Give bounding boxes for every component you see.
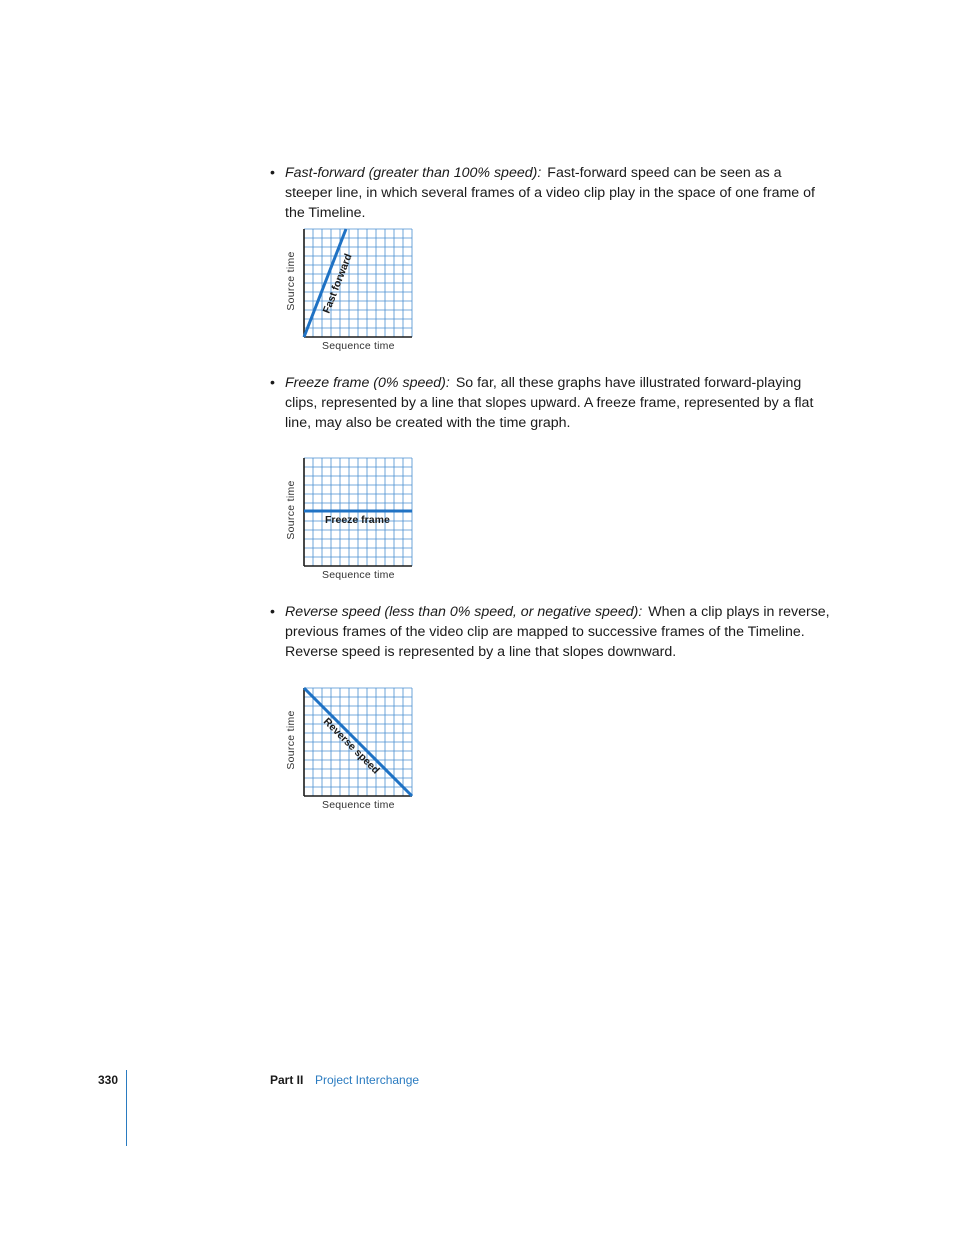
bullet-lead: Reverse speed (less than 0% speed, or negative speed): bbox=[285, 604, 643, 620]
bullet-freeze-frame bbox=[270, 373, 830, 434]
graph-ylabel: Source time bbox=[285, 710, 297, 770]
fast-forward-line-label: Fast forward bbox=[320, 252, 355, 316]
bullet-reverse-speed bbox=[270, 602, 830, 663]
bullet-body: Fast-forward speed can be seen as a steeper line, in which several frames of a video clip play in the space of one frame of the Timeline. bbox=[285, 165, 815, 222]
bullet-marker: • bbox=[270, 604, 275, 620]
graph-xlabel: Sequence time bbox=[322, 340, 395, 352]
graph-xlabel: Sequence time bbox=[322, 799, 395, 811]
bullet-marker: • bbox=[270, 375, 275, 391]
bullet-body: When a clip plays in reverse, previous frames of the video clip are mapped to successive frames of the Timeline. Reverse speed is represented by a line that slopes downward. bbox=[285, 604, 830, 661]
graph-freeze-frame bbox=[282, 456, 422, 586]
graph-reverse-speed bbox=[282, 686, 422, 816]
reverse-speed-line-label: Reverse speed bbox=[320, 715, 382, 777]
bullet-marker: • bbox=[270, 165, 275, 181]
graph-ylabel: Source time bbox=[285, 251, 297, 311]
bullet-lead: Freeze frame (0% speed): bbox=[285, 375, 450, 391]
page-number: 330 bbox=[98, 1073, 119, 1087]
graph-ylabel: Source time bbox=[285, 480, 297, 540]
graph-reverse-speed-svg bbox=[282, 686, 422, 798]
bullet-body: So far, all these graphs have illustrated forward-playing clips, represented by a line that slopes upward. A freeze frame, represented by a flat line, may also be created with the time graph. bbox=[285, 375, 814, 432]
graph-fast-forward bbox=[282, 227, 422, 357]
graph-grid bbox=[304, 229, 412, 337]
graph-xlabel: Sequence time bbox=[322, 569, 395, 581]
graph-freeze-frame-svg bbox=[282, 456, 422, 568]
footer-chapter-link[interactable]: Project Interchange bbox=[315, 1073, 420, 1087]
bullet-lead: Fast-forward (greater than 100% speed): bbox=[285, 165, 542, 181]
bullet-fast-forward bbox=[270, 163, 830, 224]
graph-fast-forward-svg bbox=[282, 227, 422, 339]
footer-rule bbox=[126, 1070, 127, 1146]
footer-part: Part II bbox=[270, 1073, 304, 1087]
freeze-frame-line-label: Freeze frame bbox=[325, 514, 390, 526]
